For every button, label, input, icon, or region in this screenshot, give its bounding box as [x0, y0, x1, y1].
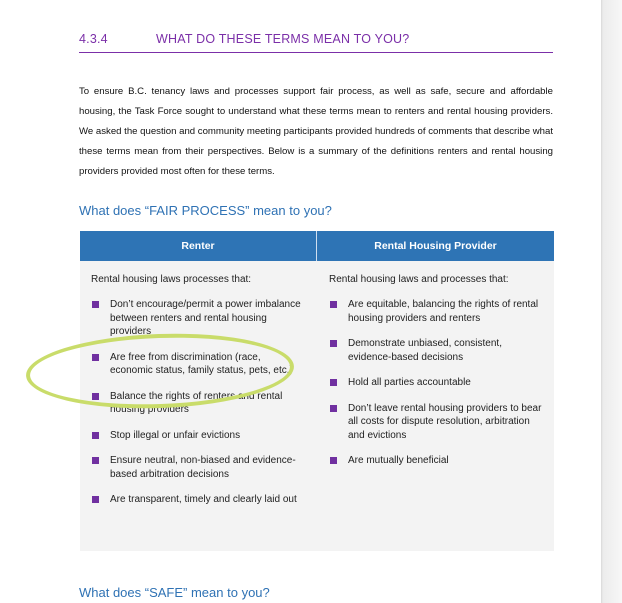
list-item [91, 493, 306, 507]
page-edge-shadow [601, 0, 622, 603]
bullet-square-icon [330, 405, 337, 412]
section-heading [79, 32, 553, 54]
list-item-text: Are free from discrimination (race, economic status, family status, pets, etc.) [110, 351, 293, 376]
list-item [329, 376, 544, 390]
list-item-text: Hold all parties accountable [348, 377, 471, 388]
bullet-square-icon [92, 301, 99, 308]
list-item [91, 429, 306, 443]
list-item-text: Ensure neutral, non-biased and evidence-based arbitration decisions [110, 455, 296, 480]
list-item-text: Balance the rights of renters and rental housing providers [110, 390, 283, 415]
bullet-square-icon [92, 457, 99, 464]
bullet-square-icon [330, 340, 337, 347]
renter-intro: Rental housing laws processes that: [91, 274, 252, 285]
bullet-square-icon [330, 379, 337, 386]
list-item-text: Don’t leave rental housing providers to bear all costs for dispute resolution, arbitration and evictions [348, 402, 542, 441]
provider-column [329, 273, 544, 480]
list-item-text: Are equitable, balancing the rights of rental housing providers and renters [348, 299, 539, 324]
list-item [91, 298, 306, 339]
fair-process-heading: What does “FAIR PROCESS” mean to you? [79, 203, 332, 218]
provider-column-header: Rental Housing Provider [317, 231, 554, 261]
bullet-square-icon [92, 432, 99, 439]
list-item-text: Demonstrate unbiased, consistent, evidence-based decisions [348, 338, 502, 363]
provider-list [329, 298, 544, 468]
provider-intro: Rental housing laws and processes that: [329, 274, 509, 285]
list-item [329, 454, 544, 468]
list-item [329, 298, 544, 325]
section-title: WHAT DO THESE TERMS MEAN TO YOU? [156, 32, 410, 46]
list-item [91, 454, 306, 481]
list-item-text: Stop illegal or unfair evictions [110, 429, 241, 441]
renter-column-header: Renter [80, 231, 316, 261]
section-divider [79, 52, 553, 53]
list-item-text: Are transparent, timely and clearly laid out [110, 494, 297, 505]
bullet-square-icon [92, 496, 99, 503]
bullet-square-icon [330, 301, 337, 308]
intro-paragraph: To ensure B.C. tenancy laws and processes support fair process, as well as safe, secure and affordable housing, the Task Force sought to understand what these terms mean to renters and rental housing providers. We asked the question and community meeting participants provided hundreds of comments that describe what these terms mean from their perspectives. Below is a summary of the definitions renters and rental housing providers provided most often for these terms. [79, 85, 553, 177]
safe-heading: What does “SAFE” mean to you? [79, 585, 270, 600]
list-item [329, 337, 544, 364]
list-item-text: Don’t encourage/permit a power imbalance between renters and rental housing providers [110, 299, 301, 337]
bullet-square-icon [330, 457, 337, 464]
list-item [329, 402, 544, 443]
section-number: 4.3.4 [79, 32, 108, 46]
list-item-text: Are mutually beneficial [348, 455, 449, 466]
